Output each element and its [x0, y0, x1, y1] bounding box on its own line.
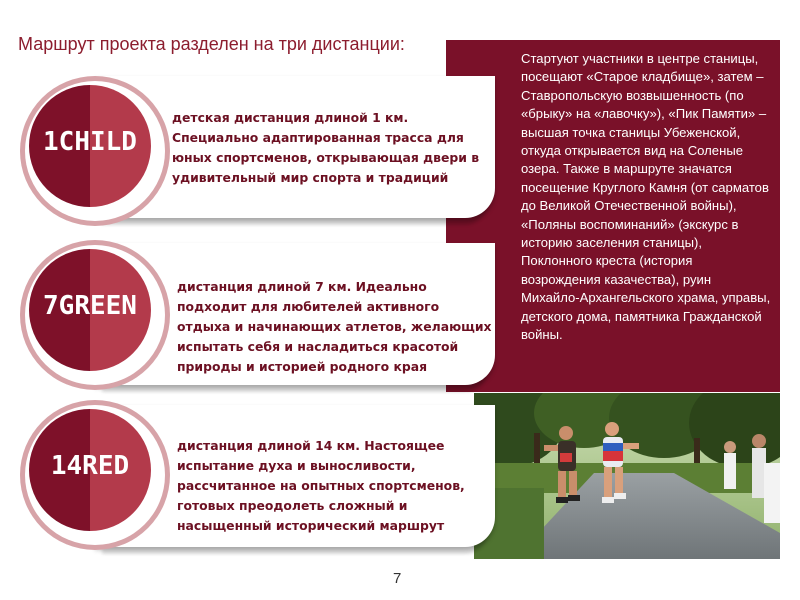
runners-photo: [474, 393, 780, 559]
page-number: 7: [393, 570, 402, 587]
badge-label-1child: 1CHILD: [43, 127, 137, 157]
distance-description-1child: детская дистанция длиной 1 км. Специально адаптированная трасса для юных спортсменов, открывающая двери в удивительный мир спорта и традиций: [172, 110, 480, 185]
distance-badge-7green: [20, 240, 170, 390]
distance-badge-1child: [20, 76, 170, 226]
distance-description-7green: дистанция длиной 7 км. Идеально подходит для любителей активного отдыха и начинающих атлетов, желающих испытать себя и насладиться красотой природы и историей родного края: [177, 279, 492, 374]
distance-badge-14red: [20, 400, 170, 550]
route-description: Стартуют участники в центре станицы, посещают «Старое кладбище», затем – Ставропольскую возвышенность (по «брыку» на «лавочку»), «Пик Памяти» – высшая точка станицы Убеженской, откуда открывается вид на Соленые озера. Также в маршруте значатся посещение Круглого Камня (от сарматов до Великой Отечественной войны), «Поляны воспоминаний» (экскурс в историю заселения станицы), Поклонного креста (история возрождения казачества), руин Михайло-Архангельского храма, управы, детского дома, памятника Гражданской войны.: [521, 51, 771, 343]
badge-label-14red: 14RED: [50, 451, 130, 481]
distance-description-14red: дистанция длиной 14 км. Настоящее испытание духа и выносливости, рассчитанное на опытных спортсменов, готовых преодолеть сложный и насыщенный исторический маршрут: [177, 438, 465, 533]
page-heading: Маршрут проекта разделен на три дистанции:: [18, 34, 405, 54]
badge-label-7green: 7GREEN: [43, 291, 137, 321]
